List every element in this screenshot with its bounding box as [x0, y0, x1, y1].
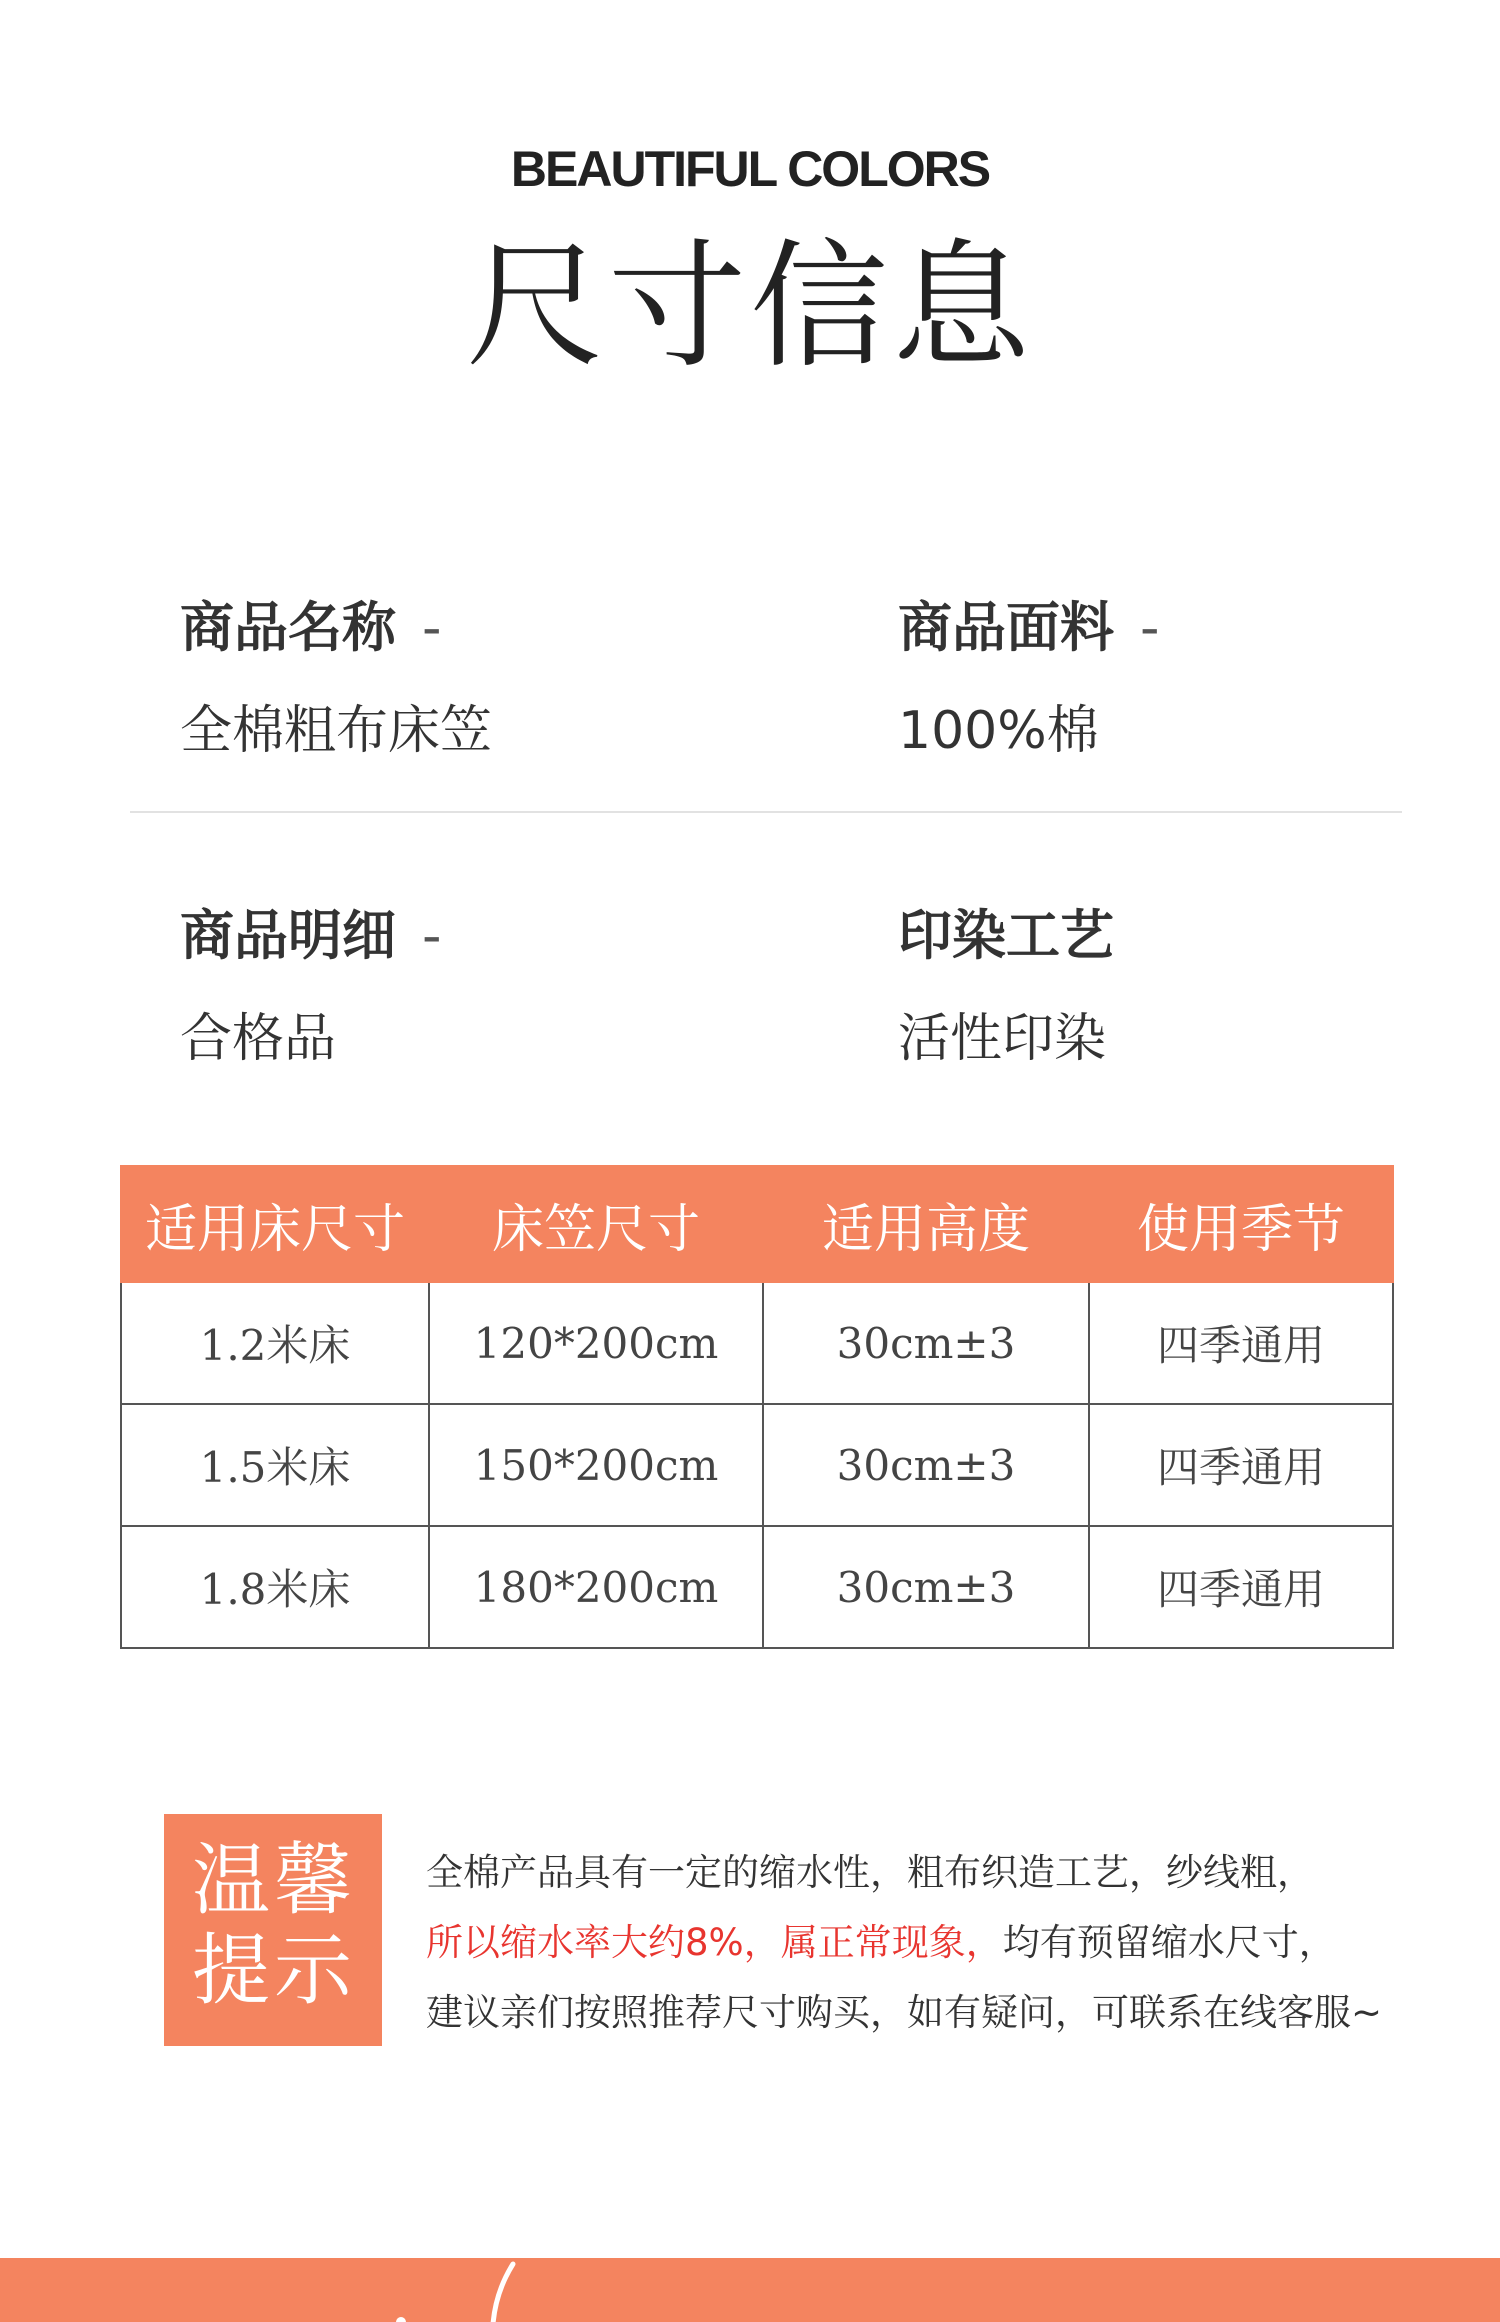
info-label: [180, 893, 442, 970]
table-cell: 150*200cm: [429, 1404, 763, 1526]
footer-band: [0, 2258, 1500, 2322]
table-cell: 1.8米床: [121, 1526, 429, 1648]
size-table: [120, 1165, 1394, 1649]
table-cell: 四季通用: [1089, 1526, 1393, 1648]
info-print-process: [898, 893, 1114, 1071]
info-label: [898, 893, 1114, 970]
header-fitted-sheet-size: 床笠尺寸: [429, 1166, 763, 1282]
tip-badge-line: 提示: [192, 1926, 357, 2016]
info-value: 100%棉: [898, 701, 1099, 761]
table-row: [121, 1282, 1393, 1404]
tip-line: 建议亲们按照推荐尺寸购买，如有疑问，可联系在线客服~: [426, 1991, 1383, 2034]
tip-line: [426, 1908, 1486, 1978]
table-header-row: [121, 1166, 1393, 1282]
table-cell: 四季通用: [1089, 1282, 1393, 1404]
info-product-fabric: [898, 585, 1160, 763]
table-cell: 1.5米床: [121, 1404, 429, 1526]
table-cell: 四季通用: [1089, 1404, 1393, 1526]
table-cell: 120*200cm: [429, 1282, 763, 1404]
header-season: 使用季节: [1089, 1166, 1393, 1282]
tip-highlight: 所以缩水率大约8%，属正常现象，: [426, 1921, 1003, 1964]
info-product-detail: [180, 893, 442, 1071]
decorative-script-icon: [395, 2260, 535, 2322]
tip-line-rest: 均有预留缩水尺寸，: [1002, 1921, 1336, 1964]
subtitle-english: BEAUTIFUL COLORS: [510, 141, 990, 197]
tip-line: 全棉产品具有一定的缩水性，粗布织造工艺，纱线粗，: [426, 1851, 1314, 1894]
table-cell: 30cm±3: [763, 1404, 1089, 1526]
info-label: [180, 585, 492, 662]
table-cell: 30cm±3: [763, 1526, 1089, 1648]
info-label-text: 商品名称: [180, 596, 396, 659]
table-row: [121, 1404, 1393, 1526]
warm-tip-text: [426, 1838, 1486, 2048]
table-cell: 30cm±3: [763, 1282, 1089, 1404]
info-label-text: 商品面料: [898, 596, 1114, 659]
info-product-name: [180, 585, 492, 763]
page-title: 尺寸信息: [465, 226, 1034, 387]
info-value: 全棉粗布床笠: [180, 701, 493, 761]
header-bed-size: 适用床尺寸: [121, 1166, 429, 1282]
info-label-text: 商品明细: [180, 904, 396, 967]
label-dash: -: [1140, 596, 1160, 659]
divider: [130, 811, 1402, 813]
info-label: [898, 585, 1160, 662]
warm-tip-badge: [164, 1814, 382, 2046]
info-label-text: 印染工艺: [898, 904, 1114, 967]
info-value: 合格品: [180, 1009, 337, 1069]
label-dash: -: [422, 904, 442, 967]
label-dash: -: [422, 596, 442, 659]
table-cell: 1.2米床: [121, 1282, 429, 1404]
tip-badge-line: 温馨: [192, 1836, 357, 1926]
table-row: [121, 1526, 1393, 1648]
table-cell: 180*200cm: [429, 1526, 763, 1648]
header-fit-height: 适用高度: [763, 1166, 1089, 1282]
info-value: 活性印染: [898, 1009, 1107, 1069]
